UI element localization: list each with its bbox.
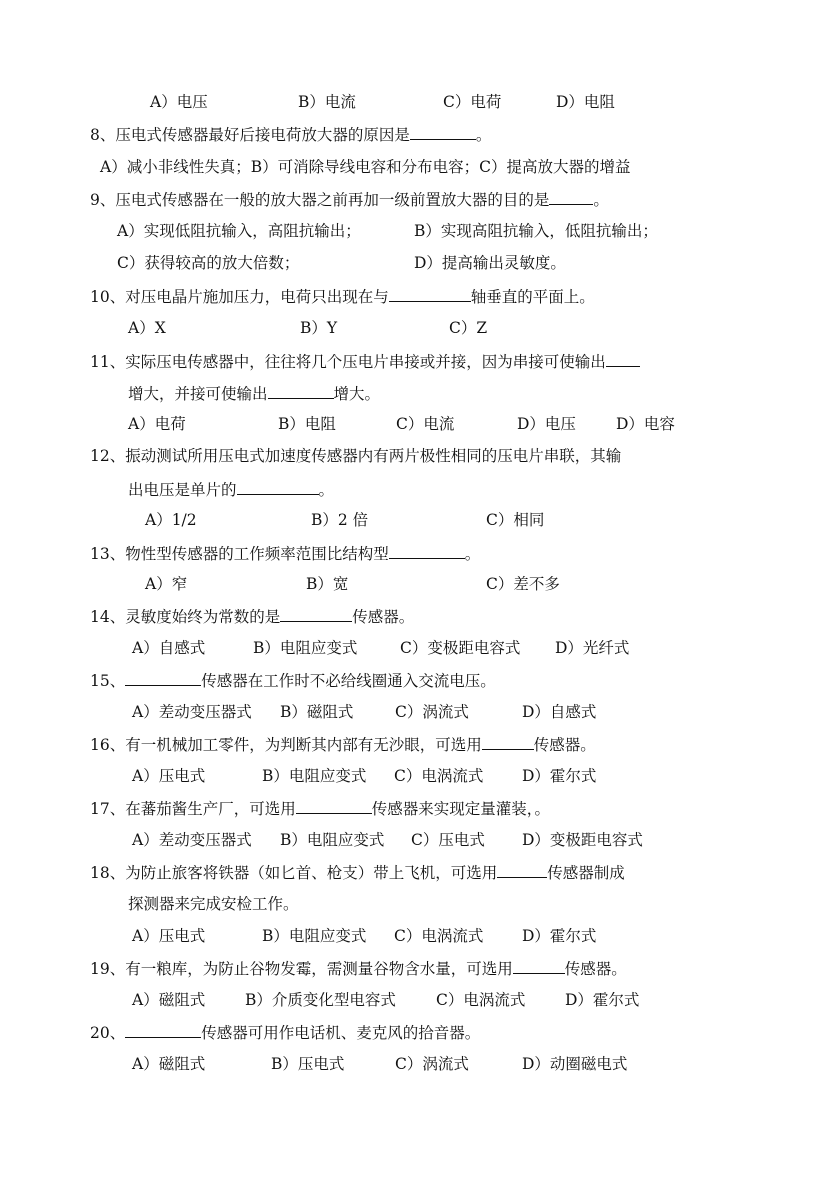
q20-option-d: D）动圈磁电式 bbox=[522, 1055, 628, 1073]
q14-stem-end: 传感器。 bbox=[352, 608, 415, 626]
q19-option-b: B）介质变化型电容式 bbox=[245, 991, 396, 1009]
q19-stem-end: 传感器。 bbox=[564, 960, 627, 978]
q19-answer-blank[interactable] bbox=[513, 958, 565, 974]
q13-option-b: B）宽 bbox=[306, 575, 349, 593]
q8-stem-text: 8、压电式传感器最好后接电荷放大器的原因是 bbox=[90, 126, 410, 144]
q8-answer-blank[interactable] bbox=[410, 124, 476, 140]
q10-stem-text: 10、对压电晶片施加压力，电荷只出现在与 bbox=[90, 288, 389, 306]
q8-stem bbox=[90, 124, 491, 145]
q12-answer-blank[interactable] bbox=[237, 479, 319, 495]
q14-answer-blank[interactable] bbox=[280, 606, 352, 622]
q10-option-b: B）Y bbox=[300, 319, 338, 337]
q9-option-b: B）实现高阻抗输入，低阻抗输出； bbox=[414, 222, 658, 240]
q12-stem-line2 bbox=[128, 479, 334, 500]
q11-option-e: D）电容 bbox=[616, 415, 675, 433]
q10-option-c: C）Z bbox=[449, 319, 488, 337]
q20-stem-text: 20、 bbox=[90, 1024, 126, 1042]
q12-stem-line1: 12、振动测试所用压电式加速度传感器内有两片极性相同的压电片串联，其输 bbox=[90, 447, 622, 465]
q15-option-b: B）磁阻式 bbox=[280, 703, 354, 721]
q13-option-a: A）窄 bbox=[145, 575, 188, 593]
q7-option-b: B）电流 bbox=[298, 93, 356, 111]
q11-option-b: B）电阻 bbox=[278, 415, 336, 433]
q19-stem bbox=[90, 958, 627, 979]
q14-option-d: D）光纤式 bbox=[555, 639, 630, 657]
q9-option-a: A）实现低阻抗输入，高阻抗输出； bbox=[117, 222, 361, 240]
q13-stem bbox=[90, 543, 480, 564]
q15-option-a: A）差动变压器式 bbox=[132, 703, 252, 721]
q17-stem bbox=[90, 798, 550, 819]
q17-stem-text: 17、在蕃茄酱生产厂，可选用 bbox=[90, 800, 296, 818]
q13-answer-blank[interactable] bbox=[389, 543, 465, 559]
q18-option-d: D）霍尔式 bbox=[522, 927, 597, 945]
q14-option-c: C）变极距电容式 bbox=[400, 639, 521, 657]
q17-option-d: D）变极距电容式 bbox=[522, 831, 643, 849]
q20-option-c: C）涡流式 bbox=[395, 1055, 469, 1073]
q10-answer-blank[interactable] bbox=[389, 286, 471, 302]
q14-stem-text: 14、灵敏度始终为常数的是 bbox=[90, 608, 281, 626]
q19-option-c: C）电涡流式 bbox=[436, 991, 526, 1009]
q12-option-a: A）1/2 bbox=[145, 511, 197, 529]
q15-option-d: D）自感式 bbox=[522, 703, 597, 721]
q9-answer-blank[interactable] bbox=[549, 189, 593, 205]
q17-answer-blank[interactable] bbox=[296, 798, 372, 814]
q15-option-c: C）涡流式 bbox=[395, 703, 469, 721]
q16-stem-end: 传感器。 bbox=[533, 736, 596, 754]
q8-stem-end: 。 bbox=[475, 126, 492, 144]
q11-option-c: C）电流 bbox=[396, 415, 455, 433]
q18-stem-text: 18、为防止旅客将铁器（如匕首、枪支）带上飞机，可选用 bbox=[90, 864, 498, 882]
q9-stem-text: 9、压电式传感器在一般的放大器之前再加一级前置放大器的目的是 bbox=[90, 191, 550, 209]
q17-option-c: C）压电式 bbox=[411, 831, 485, 849]
q18-option-b: B）电阻应变式 bbox=[262, 927, 367, 945]
q11-stem-text: 11、实际压电传感器中，往往将几个压电片串接或并接，因为串接可使输出 bbox=[90, 353, 606, 371]
q16-stem bbox=[90, 734, 596, 755]
q11-stem-end: 增大。 bbox=[333, 385, 381, 403]
q19-stem-text: 19、有一粮库，为防止谷物发霉，需测量谷物含水量，可选用 bbox=[90, 960, 513, 978]
q9-option-c: C）获得较高的放大倍数； bbox=[117, 254, 300, 272]
q8-options-line: A）减小非线性失真；B）可消除导线电容和分布电容；C）提高放大器的增益 bbox=[100, 158, 631, 176]
q11-stem-text-2: 增大，并接可使输出 bbox=[128, 385, 268, 403]
q20-option-b: B）压电式 bbox=[271, 1055, 345, 1073]
q10-option-a: A）X bbox=[128, 319, 166, 337]
q16-option-c: C）电涡流式 bbox=[394, 767, 484, 785]
q12-stem-text: 出电压是单片的 bbox=[128, 481, 237, 499]
q11-stem-line2 bbox=[128, 383, 380, 404]
q16-option-d: D）霍尔式 bbox=[522, 767, 597, 785]
q16-answer-blank[interactable] bbox=[482, 734, 534, 750]
q19-option-a: A）磁阻式 bbox=[132, 991, 206, 1009]
q20-stem-end: 传感器可用作电话机、麦克风的拾音器。 bbox=[201, 1024, 481, 1042]
q11-answer-blank-2[interactable] bbox=[268, 383, 334, 399]
q15-stem-text: 15、 bbox=[90, 672, 126, 690]
q12-stem-end: 。 bbox=[318, 481, 335, 499]
q20-option-a: A）磁阻式 bbox=[132, 1055, 206, 1073]
q18-stem-text-2: 传感器制成 bbox=[547, 864, 625, 882]
q11-option-d: D）电压 bbox=[517, 415, 576, 433]
q18-stem-line1 bbox=[90, 862, 625, 883]
q11-stem-line1 bbox=[90, 351, 640, 372]
q13-stem-text: 13、物性型传感器的工作频率范围比结构型 bbox=[90, 545, 389, 563]
q14-stem bbox=[90, 606, 414, 627]
q17-option-a: A）差动变压器式 bbox=[132, 831, 252, 849]
q18-answer-blank[interactable] bbox=[497, 862, 547, 878]
q16-stem-text: 16、有一机械加工零件，为判断其内部有无沙眼，可选用 bbox=[90, 736, 482, 754]
q7-option-d: D）电阻 bbox=[556, 93, 615, 111]
q13-stem-end: 。 bbox=[464, 545, 481, 563]
q15-stem-end: 传感器在工作时不必给线圈通入交流电压。 bbox=[201, 672, 496, 690]
q9-option-d: D）提高输出灵敏度。 bbox=[414, 254, 566, 272]
q12-option-b: B）2 倍 bbox=[311, 511, 369, 529]
q16-option-b: B）电阻应变式 bbox=[262, 767, 367, 785]
q14-option-a: A）自感式 bbox=[132, 639, 206, 657]
q19-option-d: D）霍尔式 bbox=[565, 991, 640, 1009]
q14-option-b: B）电阻应变式 bbox=[253, 639, 358, 657]
q15-answer-blank[interactable] bbox=[125, 670, 201, 686]
q18-option-c: C）电涡流式 bbox=[394, 927, 484, 945]
q15-stem bbox=[90, 670, 496, 691]
q12-option-c: C）相同 bbox=[486, 511, 545, 529]
q7-option-a: A）电压 bbox=[150, 93, 208, 111]
q13-option-c: C）差不多 bbox=[486, 575, 560, 593]
q18-stem-line2: 探测器来完成安检工作。 bbox=[128, 895, 299, 913]
q17-stem-end: 传感器来实现定量灌装，。 bbox=[371, 800, 550, 818]
q18-option-a: A）压电式 bbox=[132, 927, 206, 945]
q10-stem-end: 轴垂直的平面上。 bbox=[470, 288, 595, 306]
q16-option-a: A）压电式 bbox=[132, 767, 206, 785]
q20-answer-blank[interactable] bbox=[125, 1022, 201, 1038]
q11-option-a: A）电荷 bbox=[128, 415, 186, 433]
q9-stem bbox=[90, 189, 609, 210]
q20-stem bbox=[90, 1022, 480, 1043]
q17-option-b: B）电阻应变式 bbox=[280, 831, 385, 849]
q11-answer-blank-1[interactable] bbox=[606, 351, 640, 367]
q10-stem bbox=[90, 286, 595, 307]
q7-option-c: C）电荷 bbox=[443, 93, 502, 111]
q9-stem-end: 。 bbox=[593, 191, 609, 209]
